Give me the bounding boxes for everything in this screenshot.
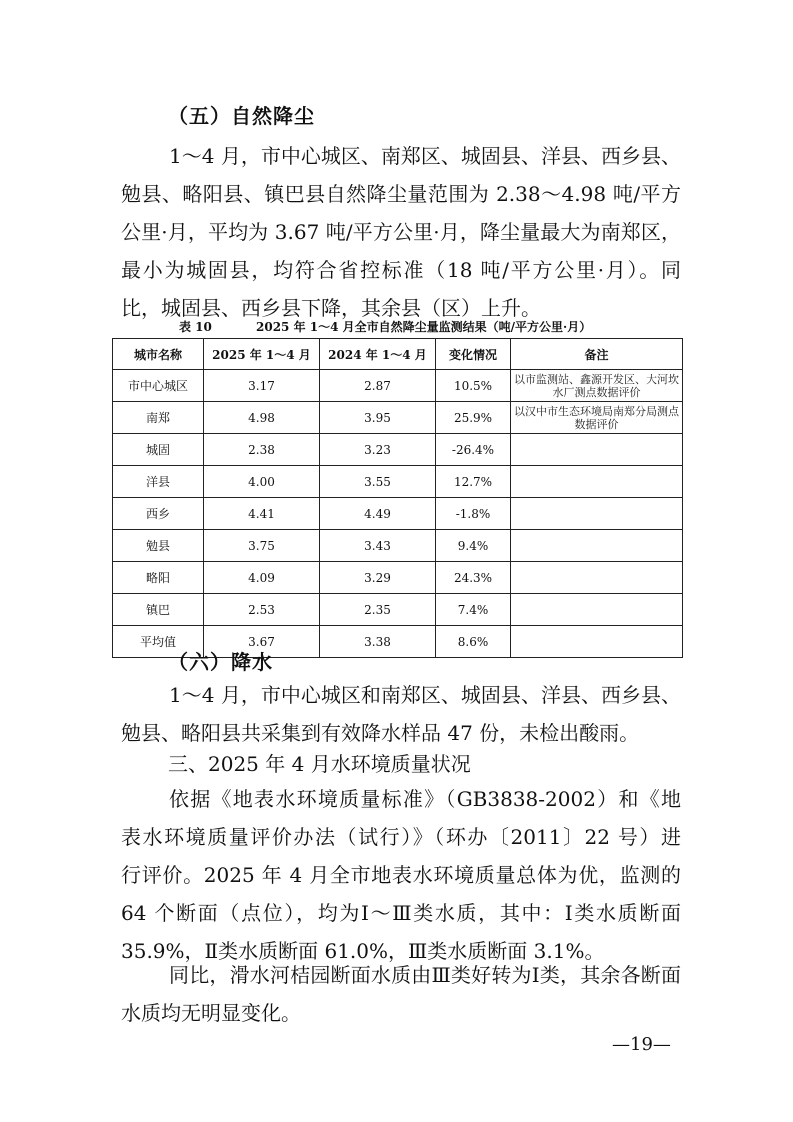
table-cell: 3.67	[204, 626, 320, 658]
paragraph-line: 1～4 月，市中心城区和南郑区、城固县、洋县、西乡县、	[169, 683, 681, 707]
table-row	[113, 562, 683, 594]
table-cell: 镇巴	[113, 594, 204, 626]
table-cell: 4.00	[204, 466, 320, 498]
table-row	[113, 402, 683, 434]
table-cell: 3.23	[320, 434, 436, 466]
table-cell: 3.43	[320, 530, 436, 562]
table-note-cell	[511, 594, 683, 626]
section-heading-dust: （五）自然降尘	[168, 104, 315, 128]
table-note-cell	[511, 626, 683, 658]
table-cell: 市中心城区	[113, 370, 204, 402]
table-cell: 略阳	[113, 562, 204, 594]
table-cell: 城固	[113, 434, 204, 466]
paragraph-line: 公里·月，平均为 3.67 吨/平方公里·月，降尘量最大为南郑区，	[121, 220, 681, 244]
table-cell: 2.35	[320, 594, 436, 626]
table-cell: 2.53	[204, 594, 320, 626]
table-cell: -26.4%	[436, 434, 511, 466]
table-note-cell	[511, 530, 683, 562]
table-row	[113, 498, 683, 530]
table-cell: 9.4%	[436, 530, 511, 562]
column-header: 2024 年 1～4 月	[320, 339, 436, 370]
table-cell: 24.3%	[436, 562, 511, 594]
table-note-cell	[511, 562, 683, 594]
dust-monitoring-table	[112, 338, 683, 658]
paragraph-line: 最小为城固县，均符合省控标准（18 吨/平方公里·月）。同	[121, 258, 681, 282]
table-row	[113, 370, 683, 402]
paragraph-line: 1～4 月，市中心城区、南郑区、城固县、洋县、西乡县、	[169, 144, 681, 168]
paragraph-line: 依据《地表水环境质量标准》（GB3838-2002）和《地	[169, 787, 681, 811]
table-cell: -1.8%	[436, 498, 511, 530]
table-cell: 3.95	[320, 402, 436, 434]
section-heading-precipitation: （六）降水	[168, 650, 273, 674]
paragraph-line: 64 个断面（点位），均为Ⅰ～Ⅲ类水质，其中：Ⅰ类水质断面	[121, 901, 681, 925]
column-header: 备注	[511, 339, 683, 370]
table-cell: 8.6%	[436, 626, 511, 658]
paragraph-line: 行评价。2025 年 4 月全市地表水环境质量总体为优，监测的	[121, 863, 681, 887]
table-row	[113, 466, 683, 498]
table-note-cell	[511, 498, 683, 530]
table-cell: 10.5%	[436, 370, 511, 402]
section-heading-water: 三、2025 年 4 月水环境质量状况	[168, 752, 471, 776]
table-cell: 3.75	[204, 530, 320, 562]
table-cell: 西乡	[113, 498, 204, 530]
table-title: 2025 年 1～4 月全市自然降尘量监测结果（吨/平方公里·月）	[256, 320, 592, 334]
column-header: 城市名称	[113, 339, 204, 370]
paragraph-line: 同比，滑水河桔园断面水质由Ⅲ类好转为Ⅰ类，其余各断面	[169, 963, 681, 987]
paragraph-line: 水质均无明显变化。	[121, 1001, 301, 1025]
table-note-cell: 以市监测站、鑫源开发区、大河坎水厂测点数据评价	[511, 370, 683, 402]
table-cell: 4.09	[204, 562, 320, 594]
table-cell: 平均值	[113, 626, 204, 658]
table-cell: 南郑	[113, 402, 204, 434]
table-cell: 7.4%	[436, 594, 511, 626]
table-cell: 2.87	[320, 370, 436, 402]
table-cell: 25.9%	[436, 402, 511, 434]
column-header: 变化情况	[436, 339, 511, 370]
table-cell: 2.38	[204, 434, 320, 466]
table-note-cell	[511, 466, 683, 498]
table-row	[113, 594, 683, 626]
column-header: 2025 年 1～4 月	[204, 339, 320, 370]
table-cell: 3.38	[320, 626, 436, 658]
table-cell: 勉县	[113, 530, 204, 562]
table-cell: 3.55	[320, 466, 436, 498]
table-header-row	[113, 339, 683, 370]
table-cell: 12.7%	[436, 466, 511, 498]
paragraph-line: 35.9%，Ⅱ类水质断面 61.0%，Ⅲ类水质断面 3.1%。	[121, 939, 605, 963]
table-row	[113, 434, 683, 466]
table-cell: 3.29	[320, 562, 436, 594]
table-cell: 3.17	[204, 370, 320, 402]
table-cell: 4.41	[204, 498, 320, 530]
table-row	[113, 530, 683, 562]
table-cell: 洋县	[113, 466, 204, 498]
paragraph-line: 比，城固县、西乡县下降，其余县（区）上升。	[121, 296, 541, 320]
table-note-cell: 以汉中市生态环境局南郑分局测点数据评价	[511, 402, 683, 434]
table-label: 表 10	[179, 320, 212, 334]
paragraph-line: 表水环境质量评价办法（试行）》（环办〔2011〕22 号）进	[121, 825, 681, 849]
page-number: —19—	[612, 1034, 671, 1055]
table-cell: 4.49	[320, 498, 436, 530]
table-note-cell	[511, 434, 683, 466]
table-cell: 4.98	[204, 402, 320, 434]
paragraph-line: 勉县、略阳县、镇巴县自然降尘量范围为 2.38～4.98 吨/平方	[121, 182, 681, 206]
paragraph-line: 勉县、略阳县共采集到有效降水样品 47 份，未检出酸雨。	[121, 721, 640, 745]
